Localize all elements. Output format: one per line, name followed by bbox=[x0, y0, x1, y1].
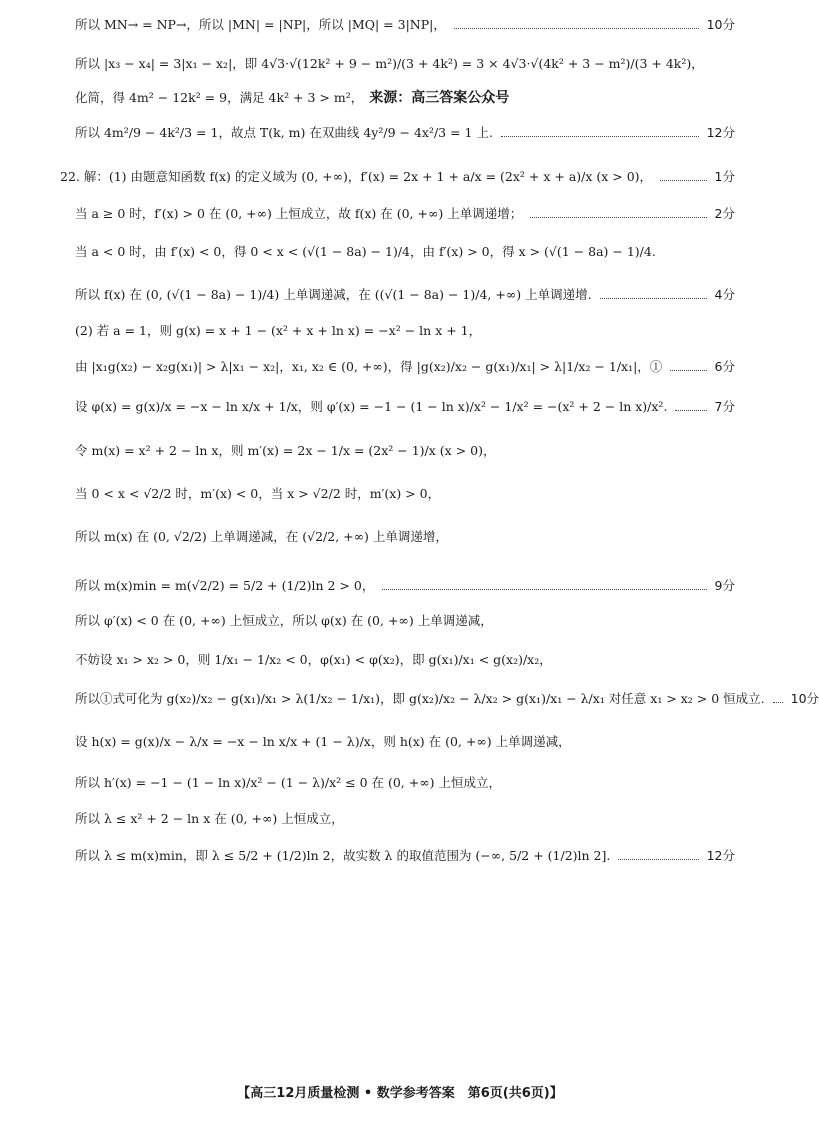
dot-leader bbox=[660, 180, 706, 181]
line-text: 所以 λ ≤ m(x)min，即 λ ≤ 5/2 + (1/2)ln 2，故实数 λ 的取值范围为 (−∞, 5/2 + (1/2)ln 2]. bbox=[75, 848, 611, 863]
line-text: 当 a ≥ 0 时，f′(x) > 0 在 (0, +∞) 上恒成立，故 f(x) 在 (0, +∞) 上单调递增； bbox=[75, 206, 523, 221]
line-text: 所以①式可化为 g(x₂)/x₂ − g(x₁)/x₁ > λ(1/x₂ − 1/x₁)，即 g(x₂)/x₂ − λ/x₂ > g(x₁)/x₁ − λ/x₁ 对任意 x₁ > x₂ > 0 恒成立. bbox=[75, 691, 765, 706]
score-points: 9分 bbox=[714, 578, 735, 593]
line-text: 所以 φ′(x) < 0 在 (0, +∞) 上恒成立，所以 φ(x) 在 (0, +∞) 上单调递减， bbox=[75, 613, 493, 628]
line-text: 所以 λ ≤ x² + 2 − ln x 在 (0, +∞) 上恒成立， bbox=[75, 811, 344, 826]
score-points: 4分 bbox=[714, 287, 735, 302]
score-points: 12分 bbox=[706, 125, 735, 140]
line-text: 所以 m(x) 在 (0, √2/2) 上单调递减，在 (√2/2, +∞) 上单调递增， bbox=[75, 529, 448, 544]
score-points: 7分 bbox=[714, 399, 735, 414]
page-footer: 【高三12月质量检测 • 数学参考答案 第6页(共6页)】 bbox=[237, 1086, 563, 1101]
line-text: 当 0 < x < √2/2 时，m′(x) < 0，当 x > √2/2 时，m′(x) > 0， bbox=[75, 486, 441, 501]
line-text: 22. 解：(1) 由题意知函数 f(x) 的定义域为 (0, +∞)，f′(x) = 2x + 1 + a/x = (2x² + x + a)/x (x > 0)， bbox=[60, 169, 653, 184]
solution-line bbox=[75, 193, 735, 233]
line-text: 化简，得 4m² − 12k² = 9，满足 4k² + 3 > m²， bbox=[75, 90, 364, 105]
score-points: 10分 bbox=[706, 17, 735, 32]
line-text: 设 φ(x) = g(x)/x = −x − ln x/x + 1/x，则 φ′(x) = −1 − (1 − ln x)/x² − 1/x² = −(x² + 2 − ln x)/x². bbox=[75, 399, 668, 414]
solution-line bbox=[75, 600, 735, 640]
solution-line bbox=[75, 473, 735, 513]
solution-line bbox=[75, 346, 735, 386]
line-text: 当 a < 0 时，由 f′(x) < 0，得 0 < x < (√(1 − 8a) − 1)/4，由 f′(x) > 0，得 x > (√(1 − 8a) − 1)/4. bbox=[75, 244, 656, 259]
solution-line bbox=[75, 430, 735, 470]
line-text: 所以 h′(x) = −1 − (1 − ln x)/x² − (1 − λ)/x² ≤ 0 在 (0, +∞) 上恒成立， bbox=[75, 775, 501, 790]
dot-leader bbox=[501, 136, 699, 137]
solution-line bbox=[75, 798, 735, 838]
solution-line bbox=[60, 156, 735, 196]
solution-line bbox=[75, 835, 735, 875]
dot-leader bbox=[530, 217, 706, 218]
line-text: 所以 MN→ = NP→，所以 |MN| = |NP|，所以 |MQ| = 3|NP|， bbox=[75, 17, 446, 32]
solution-line bbox=[75, 386, 735, 426]
solution-line bbox=[75, 721, 735, 761]
line-text: 所以 f(x) 在 (0, (√(1 − 8a) − 1)/4) 上单调递减，在 ((√(1 − 8a) − 1)/4, +∞) 上单调递增. bbox=[75, 287, 592, 302]
solution-line bbox=[75, 77, 735, 117]
source-tag: 来源：高三答案公众号 bbox=[369, 90, 510, 106]
score-points: 2分 bbox=[714, 206, 735, 221]
dot-leader bbox=[600, 298, 707, 299]
solution-line bbox=[75, 639, 735, 679]
line-text: 所以 4m²/9 − 4k²/3 = 1，故点 T(k, m) 在双曲线 4y²/9 − 4x²/3 = 1 上. bbox=[75, 125, 493, 140]
dot-leader bbox=[675, 410, 706, 411]
dot-leader bbox=[773, 702, 783, 703]
solution-line bbox=[75, 231, 735, 271]
dot-leader bbox=[670, 370, 706, 371]
solution-line bbox=[75, 112, 735, 152]
line-text: 令 m(x) = x² + 2 − ln x，则 m′(x) = 2x − 1/x = (2x² − 1)/x (x > 0)， bbox=[75, 443, 496, 458]
line-text: 所以 m(x)min = m(√2/2) = 5/2 + (1/2)ln 2 > 0， bbox=[75, 578, 375, 593]
line-text: 由 |x₁g(x₂) − x₂g(x₁)| > λ|x₁ − x₂|，x₁, x₂ ∈ (0, +∞)，得 |g(x₂)/x₂ − g(x₁)/x₁| > λ|1/x₂ − 1/x₁|，① bbox=[75, 359, 663, 374]
solution-line bbox=[75, 516, 735, 556]
dot-leader bbox=[618, 859, 698, 860]
solution-line bbox=[75, 4, 735, 44]
solution-line bbox=[75, 762, 735, 802]
solution-line bbox=[75, 565, 735, 605]
score-points: 10分 bbox=[790, 691, 819, 706]
score-points: 6分 bbox=[714, 359, 735, 374]
line-text: 不妨设 x₁ > x₂ > 0，则 1/x₁ − 1/x₂ < 0，φ(x₁) < φ(x₂)，即 g(x₁)/x₁ < g(x₂)/x₂， bbox=[75, 652, 552, 667]
line-text: 设 h(x) = g(x)/x − λ/x = −x − ln x/x + (1 − λ)/x，则 h(x) 在 (0, +∞) 上单调递减， bbox=[75, 734, 571, 749]
solution-line bbox=[75, 274, 735, 314]
score-points: 12分 bbox=[706, 848, 735, 863]
line-text: 所以 |x₃ − x₄| = 3|x₁ − x₂|，即 4√3·√(12k² + 9 − m²)/(3 + 4k²) = 3 × 4√3·√(4k² + 3 − m²)/(3 + 4k²)， bbox=[75, 56, 704, 71]
score-points: 1分 bbox=[714, 169, 735, 184]
solution-line bbox=[75, 678, 819, 718]
line-text: (2) 若 a = 1，则 g(x) = x + 1 − (x² + x + ln x) = −x² − ln x + 1， bbox=[75, 323, 482, 338]
dot-leader bbox=[382, 589, 706, 590]
dot-leader bbox=[454, 28, 699, 29]
solution-line bbox=[75, 310, 735, 350]
